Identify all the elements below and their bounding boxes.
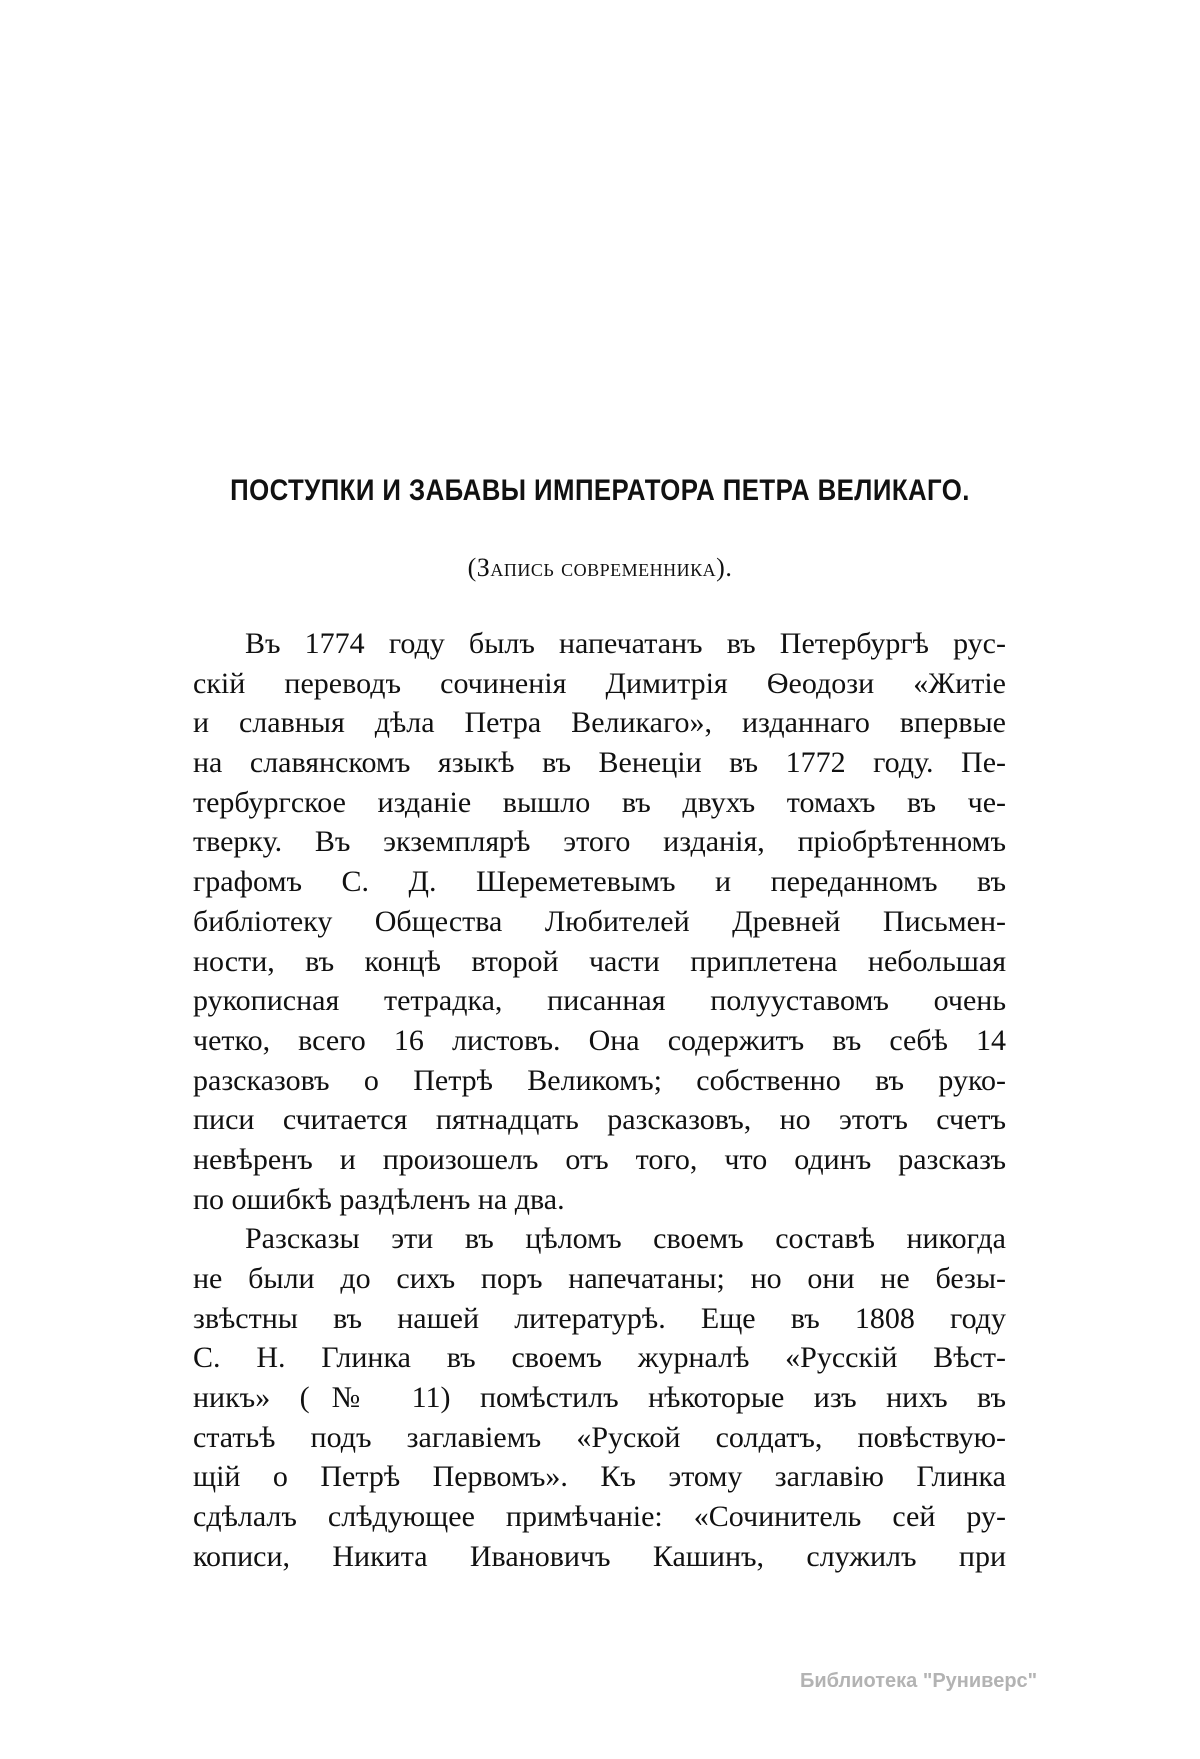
text-line: звѣстны въ нашей литературѣ. Еще въ 1808 году — [193, 1301, 1006, 1335]
text-line: рукописная тетрадка, писанная полууставомъ очень — [193, 984, 1006, 1018]
text-line: сдѣлалъ слѣдующее примѣчаніе: «Сочинитель сей ру- — [193, 1500, 1006, 1534]
text-line: четко, всего 16 листовъ. Она содержитъ въ себѣ 14 — [193, 1023, 1006, 1057]
text-line: графомъ С. Д. Шереметевымъ и переданномъ въ — [193, 865, 1006, 899]
text-line: разсказовъ о Петрѣ Великомъ; собственно въ руко- — [193, 1063, 1006, 1097]
text-line: тербургское изданіе вышло въ двухъ томахъ въ че- — [193, 785, 1006, 819]
text-line: статьѣ подъ заглавіемъ «Руской солдатъ, повѣствую- — [193, 1420, 1006, 1454]
text-line: Въ 1774 году былъ напечатанъ въ Петербургѣ рус- — [245, 627, 1006, 660]
text-line: по ошибкѣ раздѣленъ на два. — [193, 1182, 565, 1216]
article-subtitle: (Запись современника). — [467, 553, 733, 582]
text-line: С. Н. Глинка въ своемъ журналѣ «Русскій Вѣст- — [193, 1341, 1006, 1375]
text-line: писи считается пятнадцать разсказовъ, но этотъ счетъ — [193, 1103, 1006, 1137]
text-line: скій переводъ сочиненія Димитрія Ѳеодози «Житіе — [193, 666, 1006, 700]
text-line: никъ» (№ 11) помѣстилъ нѣкоторые изъ нихъ въ — [193, 1381, 1006, 1415]
text-line: ности, въ концѣ второй части приплетена небольшая — [193, 944, 1006, 978]
text-line: и славныя дѣла Петра Великаго», изданнаго впервые — [193, 706, 1006, 740]
text-line: тверку. Въ экземплярѣ этого изданія, пріобрѣтенномъ — [193, 825, 1006, 859]
text-line: библіотеку Общества Любителей Древней Письмен- — [193, 904, 1006, 938]
text-line: невѣренъ и произошелъ отъ того, что одинъ разсказъ — [193, 1142, 1006, 1176]
article-title: ПОСТУПКИ И ЗАБАВЫ ИМПЕРАТОРА ПЕТРА ВЕЛИКАГО. — [230, 474, 970, 507]
paragraph-1 — [193, 624, 1006, 1219]
paragraph-2 — [193, 1219, 1006, 1576]
text-line: щій о Петрѣ Первомъ». Къ этому заглавію Глинка — [193, 1460, 1006, 1494]
text-line: кописи, Никита Ивановичъ Кашинъ, служилъ при — [193, 1539, 1006, 1573]
article-body — [193, 624, 1006, 1577]
text-line: не были до сихъ поръ напечатаны; но они не безы- — [193, 1262, 1006, 1295]
text-line: Разсказы эти въ цѣломъ своемъ составѣ никогда — [245, 1222, 1006, 1256]
text-line: на славянскомъ языкѣ въ Венеціи въ 1772 году. Пе- — [193, 746, 1006, 780]
library-watermark: Библиотека "Руниверс" — [800, 1670, 1038, 1692]
